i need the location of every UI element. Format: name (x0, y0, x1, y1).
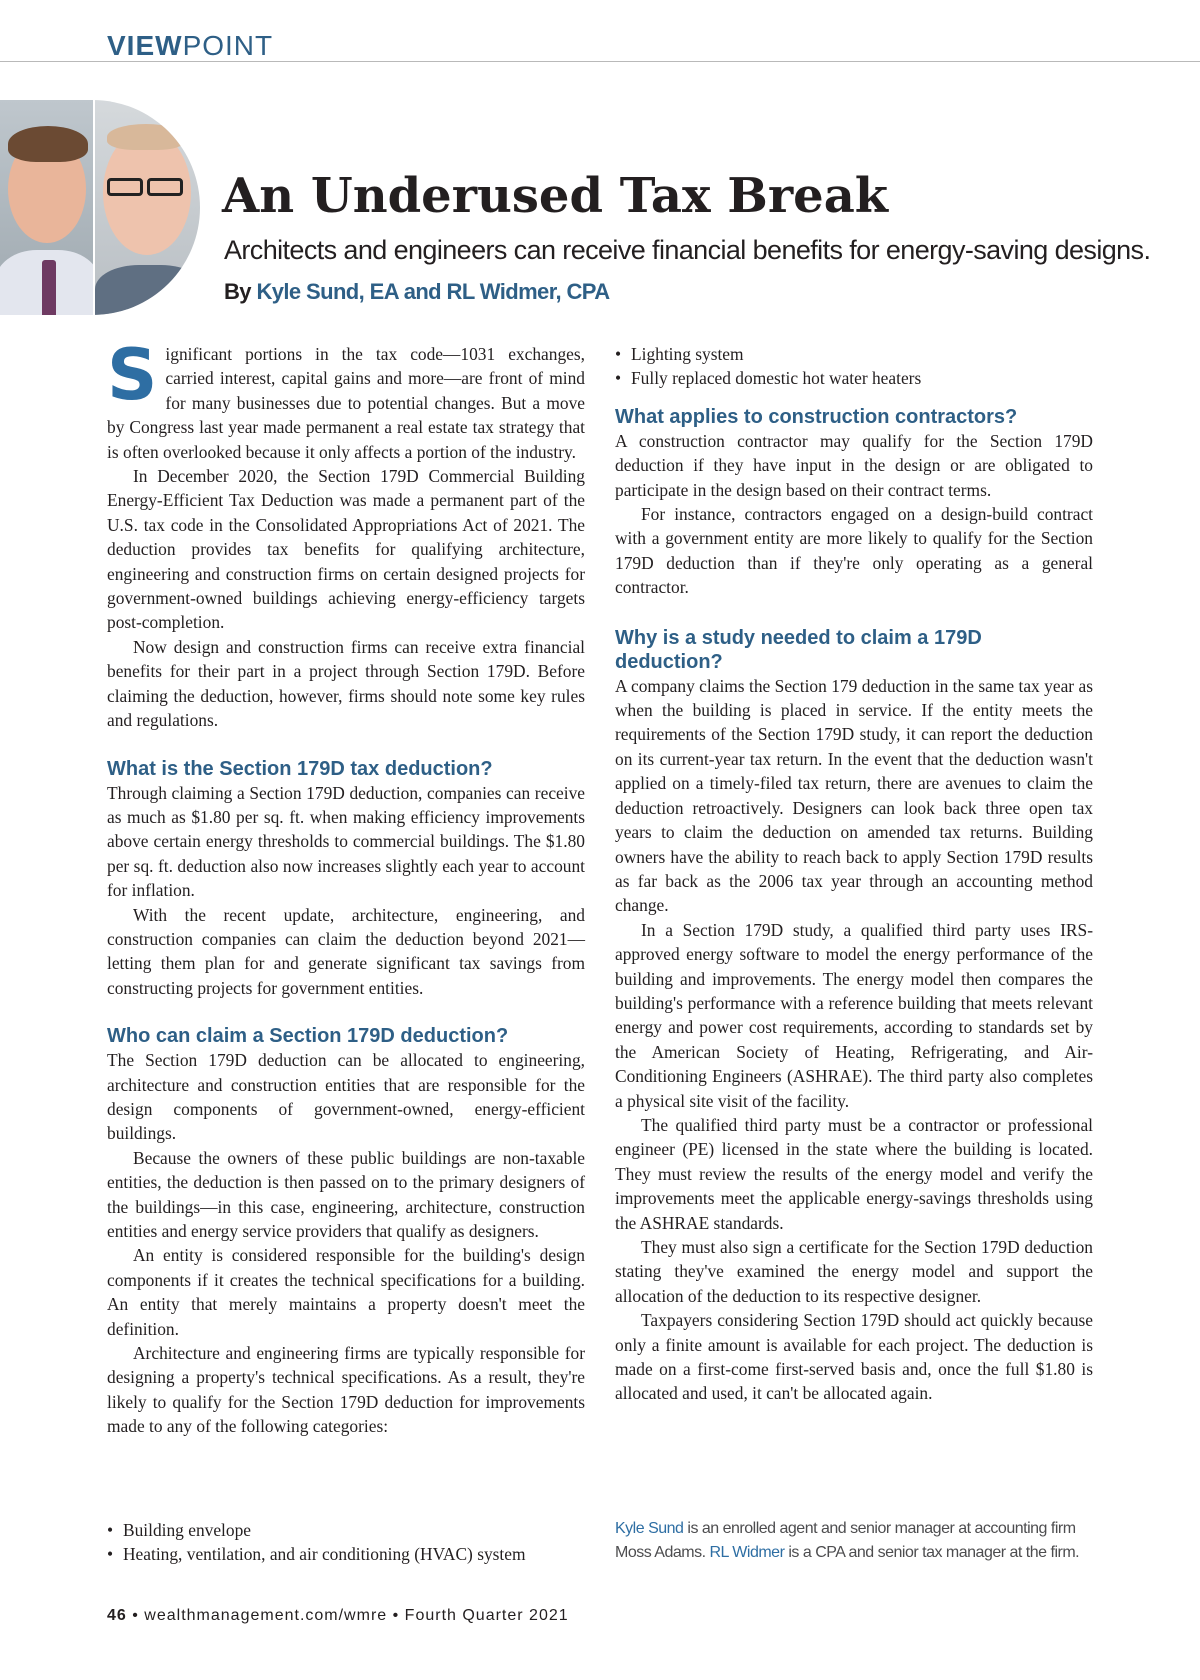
page-number: 46 (107, 1607, 127, 1624)
section-label-light: POINT (182, 30, 274, 61)
paragraph: Now design and construction firms can receive extra financial benefits for their part in a project through Section 179D. Before claiming the deduction, however, firms should note some key rules and regulations. (107, 636, 585, 731)
list-item: • Fully replaced domestic hot water heaters (615, 366, 1093, 390)
byline-prefix: By (224, 279, 251, 304)
byline-authors: Kyle Sund, EA and RL Widmer, CPA (256, 279, 610, 304)
footer-issue: Fourth Quarter 2021 (404, 1607, 569, 1624)
section-label (107, 30, 273, 62)
paragraph: In December 2020, the Section 179D Commercial Building Energy-Efficient Tax Deduction was made a permanent part of the U.S. tax code in the Consolidated Appropriations Act of 2021. The deduction provides tax benefits for qualifying architecture, engineering and construction firms on certain designed projects for government-owned buildings achieving energy-efficiency targets post-completion. (107, 466, 585, 633)
category-list-left (107, 1518, 526, 1567)
author-bio (615, 1517, 1105, 1565)
right-column (615, 342, 1093, 1406)
list-item: • Lighting system (615, 342, 1093, 366)
paragraph: Because the owners of these public buildings are non-taxable entities, the deduction is then passed on to the primary designers of the buildings—in this case, engineering, architecture, construction entities and energy service providers that qualify as designers. (107, 1147, 585, 1241)
bio-text-2: is a CPA and senior tax manager at the firm. (784, 1544, 1080, 1561)
author-photos (0, 100, 200, 315)
footer-separator: • (387, 1607, 405, 1624)
category-list-right (615, 342, 1093, 391)
paragraph (107, 334, 585, 464)
footer-separator: • (126, 1607, 145, 1624)
author-photo-rl-widmer (95, 100, 200, 315)
paragraph: For instance, contractors engaged on a design-build contract with a government entity are more likely to qualify for the Section 179D deduction than if they're only operating as a general contractor. (615, 504, 1093, 598)
list-item: • Heating, ventilation, and air conditioning (HVAC) system (107, 1542, 526, 1566)
subhead-who-can-claim: Who can claim a Section 179D deduction? (107, 1025, 509, 1048)
paragraph: The Section 179D deduction can be allocated to engineering, architecture and construction entities that are responsible for the design components of government-owned, energy-efficient buildings. (107, 1050, 585, 1144)
section-label-bold: VIEW (107, 30, 183, 61)
subhead-why-study-needed: Why is a study needed to claim a 179D deduction? (615, 626, 982, 673)
paragraph: Taxpayers considering Section 179D should act quickly because only a finite amount is available for each project. The deduction is made on a first-come first-served basis and, once the full $1.80 is allocated and used, it can't be allocated again. (615, 1310, 1093, 1404)
paragraph: In a Section 179D study, a qualified third party uses IRS-approved energy software to model the energy performance of the building and improvements. The energy model then compares the building's performance with a reference building that meets relevant energy and power cost requirements, according to standards set by the American Society of Heating, Refrigerating, and Air-Conditioning Engineers (ASHRAE). The third party also completes a physical site visit of the facility. (615, 919, 1093, 1111)
paragraph: A company claims the Section 179 deduction in the same tax year as when the building is placed in service. If the entity meets the requirements of the Section 179D study, it can report the deduction on its current-year tax return. In the event that the deduction wasn't applied on a timely-filed tax return, there are avenues to claim the deduction retroactively. Designers can look back three open tax years to claim the deduction on amended tax returns. Building owners have the ability to reach back to apply Section 179D results as far back as the 2006 tax year through an accounting method change. (615, 675, 1093, 916)
subhead-construction-contractors: What applies to construction contractors? (615, 405, 1018, 428)
bio-name-kyle-sund: Kyle Sund (615, 1520, 684, 1537)
header-rule (0, 61, 1200, 62)
paragraph: A construction contractor may qualify for the Section 179D deduction if they have input in the design or are obligated to participate in the design based on their contract terms. (615, 430, 1093, 500)
paragraph: The qualified third party must be a contractor or professional engineer (PE) licensed in the state where the building is located. They must review the results of the energy model and verify the improvements meet the applicable energy-savings thresholds using the ASHRAE standards. (615, 1114, 1093, 1233)
paragraph: With the recent update, architecture, engineering, and construction companies can claim the deduction beyond 2021—letting them plan for and generate significant tax savings from constructing projects for government entities. (107, 904, 585, 998)
byline (224, 279, 609, 305)
subhead-what-is-179d: What is the Section 179D tax deduction? (107, 757, 493, 780)
bio-name-rl-widmer: RL Widmer (709, 1544, 785, 1561)
paragraph: They must also sign a certificate for the Section 179D deduction stating they've examined the energy model and support the allocation of the deduction to its respective designer. (615, 1237, 1093, 1306)
paragraph: Through claiming a Section 179D deduction, companies can receive as much as $1.80 per sq. ft. when making efficiency improvements above certain energy thresholds to commercial buildings. The $1.80 per sq. ft. deduction also now increases slightly each year to account for inflation. (107, 782, 585, 901)
bio-text-1: is an enrolled agent and senior manager at accounting firm Moss Adams. (615, 1520, 1076, 1561)
footer-website: wealthmanagement.com/wmre (144, 1607, 388, 1624)
author-photo-kyle-sund (0, 100, 93, 315)
intro-text: ignificant portions in the tax code—1031 exchanges, carried interest, capital gains and more—are front of mind for many businesses due to potential changes. But a move by Congress last year made permanent a real estate tax strategy that is often overlooked because it only affects a portion of the industry. (107, 344, 585, 462)
list-item: • Building envelope (107, 1518, 526, 1542)
article-dek: Architects and engineers can receive financial benefits for energy-saving designs. (224, 235, 1151, 265)
paragraph: An entity is considered responsible for the building's design components if it creates the technical specifications for a building. An entity that merely maintains a property doesn't meet the definition. (107, 1245, 585, 1339)
article-title: An Underused Tax Break (222, 168, 889, 224)
left-column (107, 334, 585, 1439)
page-footer (107, 1607, 569, 1625)
paragraph: Architecture and engineering firms are typically responsible for designing a property's technical specifications. As a result, they're likely to qualify for the Section 179D deduction for improvements made to any of the following categories: (107, 1343, 585, 1437)
drop-cap: S (107, 334, 158, 416)
